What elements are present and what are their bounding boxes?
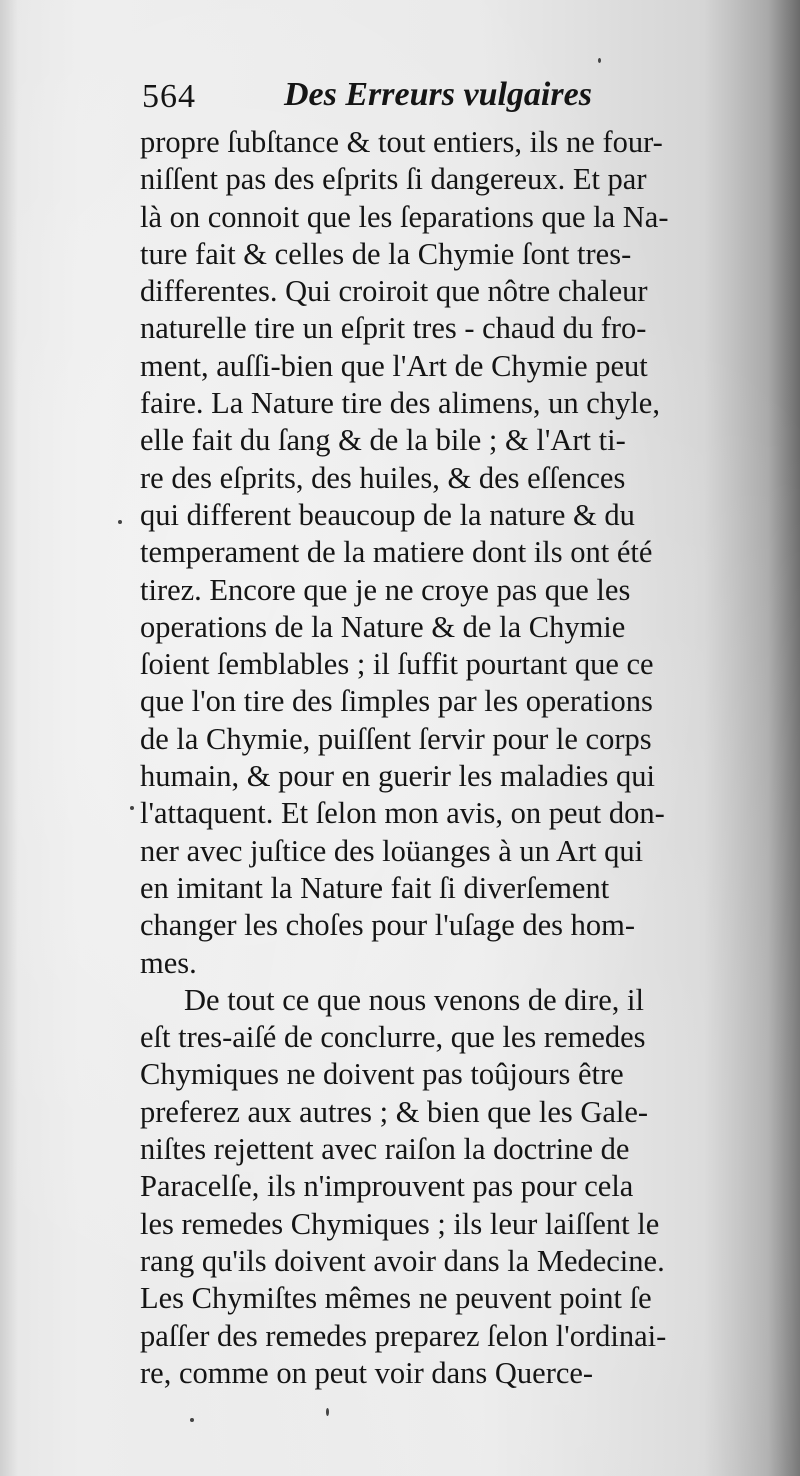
text-line: faire. La Nature tire des alimens, un chyle, bbox=[140, 386, 660, 421]
text-line: changer les choſes pour l'uſage des hom- bbox=[140, 908, 636, 943]
text-line: elle fait du ſang & de la bile ; & l'Art ti- bbox=[140, 423, 626, 458]
page-header bbox=[142, 72, 642, 124]
page-edge-shadow bbox=[0, 0, 18, 1476]
text-line: Les Chymiſtes mêmes ne peuvent point ſe bbox=[140, 1281, 652, 1316]
text-line: niſſent pas des eſprits ſi dangereux. Et par bbox=[140, 162, 647, 197]
text-line: que l'on tire des ſimples par les operations bbox=[140, 684, 653, 719]
text-line: les remedes Chymiques ; ils leur laiſſent le bbox=[140, 1206, 660, 1241]
ink-speck bbox=[598, 58, 601, 63]
text-line: re des eſprits, des huiles, & des eſſences bbox=[140, 460, 626, 495]
text-line: eſt tres-aiſé de conclurre, que les remedes bbox=[140, 1020, 646, 1055]
text-line: mes. bbox=[140, 945, 197, 980]
text-line: propre ſubſtance & tout entiers, ils ne four- bbox=[140, 125, 663, 159]
text-line: de la Chymie, puiſſent ſervir pour le corps bbox=[140, 721, 652, 756]
text-line: differentes. Qui croiroit que nôtre chaleur bbox=[140, 274, 648, 309]
text-line: paſſer des remedes preparez ſelon l'ordinai- bbox=[140, 1318, 667, 1353]
paragraph-first-line: De tout ce que nous venons de dire, il bbox=[184, 982, 644, 1017]
text-line: tirez. Encore que je ne croye pas que les bbox=[140, 572, 631, 607]
running-title: Des Erreurs vulgaires bbox=[284, 76, 592, 113]
text-line: ture fait & celles de la Chymie ſont tres- bbox=[140, 236, 632, 271]
text-line: là on connoit que les ſeparations que la Na- bbox=[140, 199, 669, 234]
text-line: Chymiques ne doivent pas toûjours être bbox=[140, 1057, 624, 1092]
text-line: niſtes rejettent avec raiſon la doctrine de bbox=[140, 1132, 630, 1167]
text-line: en imitant la Nature fait ſi diverſement bbox=[140, 870, 610, 905]
body-text bbox=[140, 124, 770, 1392]
text-line: preferez aux autres ; & bien que les Gale- bbox=[140, 1094, 649, 1129]
ink-speck bbox=[326, 1408, 329, 1416]
text-line: naturelle tire un eſprit tres - chaud du fro- bbox=[140, 311, 647, 346]
ink-speck bbox=[130, 806, 134, 810]
ink-speck bbox=[118, 520, 122, 524]
text-line: ner avec juſtice des loüanges à un Art qui bbox=[140, 833, 644, 868]
text-line: rang qu'ils doivent avoir dans la Medecine. bbox=[140, 1243, 665, 1278]
text-line: ſoient ſemblables ; il ſuffit pourtant que ce bbox=[140, 647, 654, 682]
text-line: temperament de la matiere dont ils ont été bbox=[140, 535, 653, 570]
text-line: operations de la Nature & de la Chymie bbox=[140, 609, 626, 644]
text-line: humain, & pour en guerir les maladies qui bbox=[140, 759, 655, 794]
page-number: 564 bbox=[142, 78, 196, 115]
text-line: ment, auſſi-bien que l'Art de Chymie peut bbox=[140, 348, 648, 383]
text-line: l'attaquent. Et ſelon mon avis, on peut don- bbox=[140, 796, 665, 831]
ink-speck bbox=[190, 1418, 194, 1422]
text-line: qui different beaucoup de la nature & du bbox=[140, 497, 635, 532]
text-line: Paracelſe, ils n'improuvent pas pour cela bbox=[140, 1169, 634, 1204]
text-line: re, comme on peut voir dans Querce- bbox=[140, 1355, 594, 1390]
